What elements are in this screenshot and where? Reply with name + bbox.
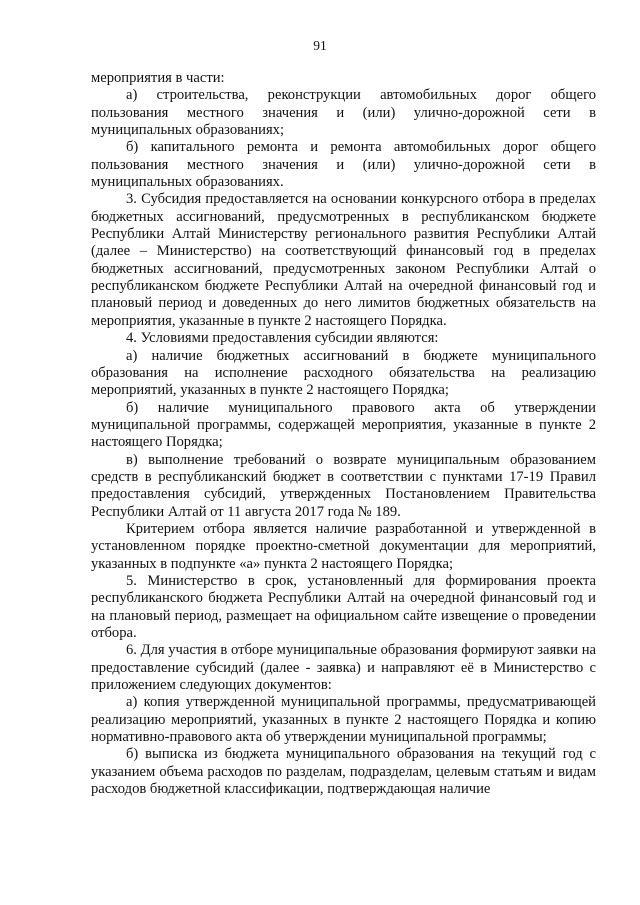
paragraph-clause-6: 6. Для участия в отборе муниципальные образования формируют заявки на предоставление субсидий (далее - заявка) и направляют её в Министерство с приложением следующих документов:	[91, 642, 596, 694]
paragraph-intro: мероприятия в части:	[91, 70, 225, 86]
paragraph-clause-4-a: а) наличие бюджетных ассигнований в бюджете муниципального образования на исполнение расходного обязательства на реализацию мероприятий, указанных в пункте 2 настоящего Порядка;	[91, 347, 596, 399]
document-body	[91, 70, 596, 798]
paragraph-clause-4-b: б) наличие муниципального правового акта об утверждении муниципальной программы, содержащей мероприятия, указанные в пункте 2 настоящего Порядка;	[91, 399, 596, 451]
page-number: 91	[313, 38, 327, 53]
paragraph-clause-6-a: а) копия утвержденной муниципальной программы, предусматривающей реализацию мероприятий, указанных в пункте 2 настоящего Порядка и копию нормативно-правового акта об утверждении муниципальной программы;	[91, 694, 596, 746]
paragraph-selection-criterion: Критерием отбора является наличие разработанной и утвержденной в установленном порядке проектно-сметной документации для мероприятий, указанных в подпункте «а» пункта 2 настоящего Порядка;	[91, 520, 596, 572]
paragraph-clause-6-b: б) выписка из бюджета муниципального образования на текущий год с указанием объема расходов по разделам, подразделам, целевым статьям и видам расходов бюджетной классификации, подтверждающая наличие	[91, 746, 596, 798]
paragraph-clause-3: 3. Субсидия предоставляется на основании конкурсного отбора в пределах бюджетных ассигнований, предусмотренных в республиканском бюджете Республики Алтай Министерству регионального развития Республики Алтай (далее – Министерство) на соответствующий финансовый год в пределах бюджетных ассигнований, предусмотренных законом Республики Алтай о республиканском бюджете Республики Алтай на очередной финансовый год и плановый период и доведенных до него лимитов бюджетных обязательств на мероприятия, указанные в пункте 2 настоящего Порядка.	[91, 191, 596, 329]
paragraph-item-a-construction: а) строительства, реконструкции автомобильных дорог общего пользования местного значения и (или) улично-дорожной сети в муниципальных образованиях;	[91, 87, 596, 139]
paragraph-item-b-repair: б) капитального ремонта и ремонта автомобильных дорог общего пользования местного значения и (или) улично-дорожной сети в муниципальных образованиях.	[91, 139, 596, 191]
paragraph-clause-5: 5. Министерство в срок, установленный для формирования проекта республиканского бюджета Республики Алтай на очередной финансовый год и на плановый период, размещает на официальном сайте извещение о проведении отбора.	[91, 572, 596, 641]
paragraph-clause-4: 4. Условиями предоставления субсидии являются:	[126, 330, 439, 347]
paragraph-clause-4-c: в) выполнение требований о возврате муниципальным образованием средств в республиканский бюджет в соответствии с пунктами 17-19 Правил предоставления субсидий, утвержденных Постановлением Правительства Республики Алтай от 11 августа 2017 года № 189.	[91, 451, 596, 520]
